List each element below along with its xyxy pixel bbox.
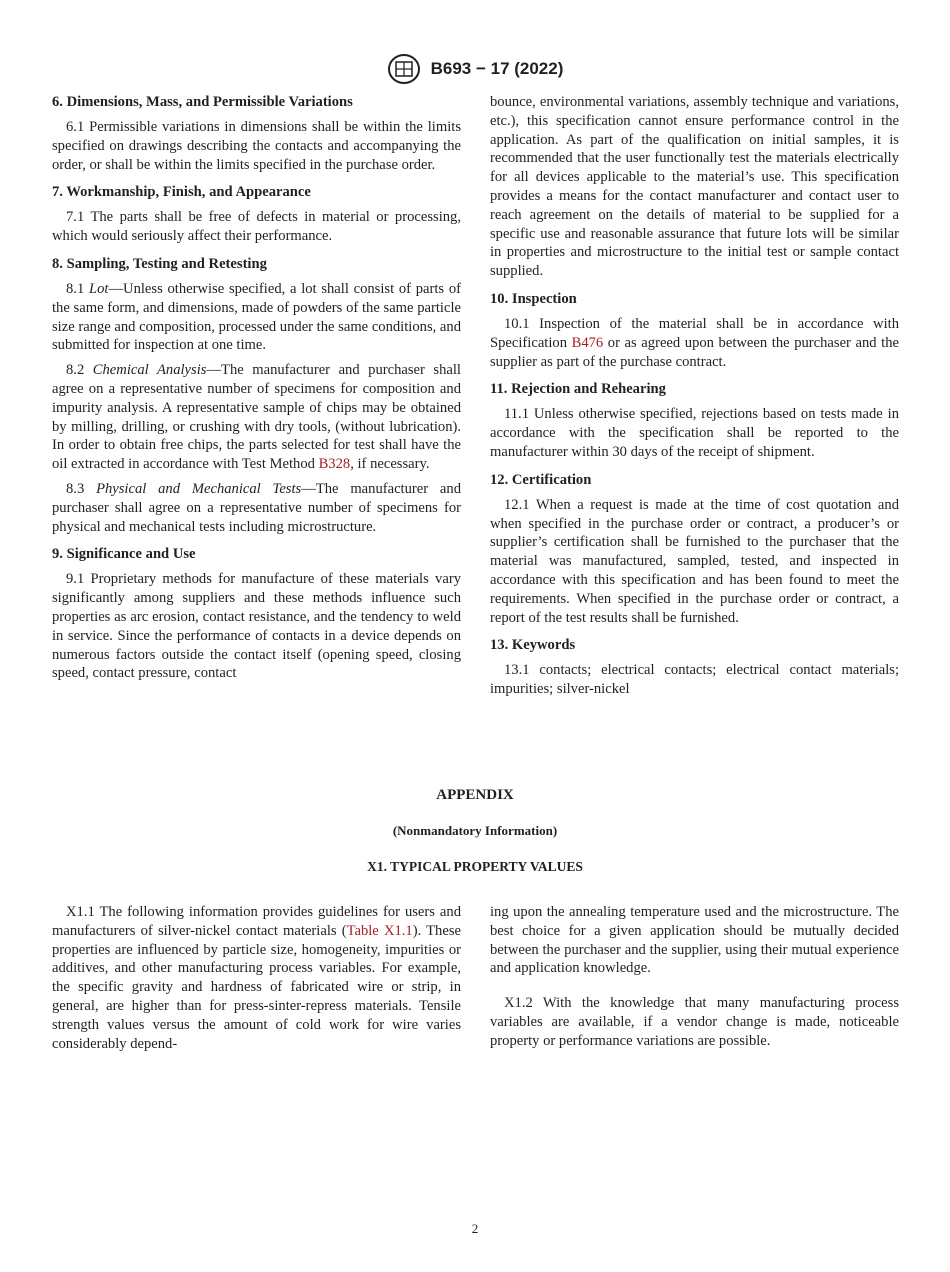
paragraph-6-1: 6.1 Permissible variations in dimensions shall be within the limits specified on drawings describing the contacts and accompanying the order, or shall be within the limits specified in the purchase order. [52,119,461,173]
section-9-continued [490,93,899,281]
section-8 [52,255,461,536]
clause-text-rest: ). These properties are influenced by particle size, homogeneity, impurities or additives, and other manufacturing process variables. For example, the specific gravity and hardness of fabricated wire or strip, in general, are higher than for press-sinter-repress materials. Tensile strength values versus the amount of cold work for wire varies considerably depend- [52,922,461,1052]
link-b476[interactable]: B476 [571,334,604,351]
section-heading: 6. Dimensions, Mass, and Permissible Variations [52,94,353,110]
clause-text: 10.1 Inspection of the material shall be in accordance with Specification [490,315,899,351]
appendix-left-column [52,903,461,1059]
link-table-x1-1[interactable]: Table X1.1 [346,922,413,939]
section-6 [52,93,461,174]
paragraph-8-2 [52,361,461,474]
link-b328[interactable]: B328 [318,456,351,473]
clause-text: —The manufacturer and purchaser shall agree on a representative number of specimens for composition and impurity analysis. A representative sample of chips may be obtained by milling, drilling, or crushing with dry tools, (without lubrication). In order to obtain free chips, the parts selected for test shall have the oil extracted in accordance with Test Method [52,362,461,473]
section-7 [52,183,461,246]
section-heading: 10. Inspection [490,290,577,307]
clause-text-end: , if necessary. [350,456,430,473]
paragraph-x1-1 [52,903,461,1053]
clause-term: Chemical Analysis [92,362,207,379]
paragraph-9-1-continued: bounce, environmental variations, assembly technique and variations, etc.), this specification cannot ensure performance control in the application. As part of the qualification on initial samples, it is recommended that the user functionally test the materials electrically for all devices applicable to the material’s use. This specification provides a means for the contact manufacturer and contact user to reach agreement on the details of material to be supplied for a specific use and reasonable assurance that future lots will be similar in properties and microstructure to the initial test or sample contact supplied. [490,94,899,280]
section-heading: 8. Sampling, Testing and Retesting [52,255,267,272]
page-number: 2 [471,1221,479,1236]
section-heading: 11. Rejection and Rehearing [490,381,666,398]
appendix-title: APPENDIX [436,787,514,803]
clause-term: Lot [88,280,109,297]
paragraph-13-1: 13.1 contacts; electrical contacts; electrical contact materials; impurities; silver-nickel [490,662,899,698]
appendix-section-title: X1. TYPICAL PROPERTY VALUES [367,859,583,874]
left-column [52,93,461,692]
section-heading: 13. Keywords [490,637,576,654]
document-designation: B693 − 17 (2022) [430,59,564,78]
section-heading: 12. Certification [490,471,592,488]
clause-number: 8.1 [66,280,89,297]
clause-number: 8.3 [66,480,97,497]
appendix-right-column [490,903,899,1057]
paragraph-8-3 [52,480,461,536]
paragraph-8-1 [52,280,461,355]
section-11 [490,380,899,461]
section-9 [52,545,461,683]
clause-number: 8.2 [66,362,93,379]
page-header [0,54,950,84]
paragraph-10-1 [490,315,899,371]
paragraph-9-1: 9.1 Proprietary methods for manufacture of these materials vary significantly among suppliers and these methods influence such properties as arc erosion, contact resistance, and the tendency to weld in service. Since the performance of contacts in a device depends on numerous factors outside the contact itself (opening speed, closing speed, contact pressure, contact [52,571,461,682]
clause-text: X1.1 The following information provides guidelines for users and manufacturers of silver-nickel contact materials ( [52,904,461,939]
section-heading: 9. Significance and Use [52,546,196,563]
section-13 [490,636,899,699]
paragraph-12-1: 12.1 When a request is made at the time of cost quotation and when specified in the purchase order or contract, a producer’s or supplier’s certification shall be furnished to the purchaser that the material was manufactured, sampled, tested, and inspected in accordance with this specification and has been found to meet the requirements. When specified in the purchase order or contract, a report of the test results shall be furnished. [490,496,899,626]
clause-term: Physical and Mechanical Tests [96,480,302,497]
paragraph-x1-1-continued: ing upon the annealing temperature used and the microstructure. The best choice for a given application should be mutually decided between the purchaser and the supplier, using their mutual experience and application knowledge. [490,904,899,977]
clause-text: —The manufacturer and purchaser shall agree on a representative number of specimens for physical and mechanical tests including microstructure. [52,480,461,535]
paragraph-11-1: 11.1 Unless otherwise specified, rejections based on tests made in accordance with the specification shall be reported to the manufacturer within 30 days of the receipt of shipment. [490,406,899,460]
clause-text-end: or as agreed upon between the purchaser and the supplier as part of the purchase contract. [490,334,899,370]
astm-logo-icon [387,54,421,84]
paragraph-7-1: 7.1 The parts shall be free of defects in material or processing, which would seriously affect their performance. [52,209,461,245]
paragraph-x1-2: X1.2 With the knowledge that many manufacturing process variables are available, if a vendor change is made, noticeable property or performance variations are possible. [490,995,899,1049]
section-10 [490,290,899,371]
section-12 [490,471,899,628]
section-heading: 7. Workmanship, Finish, and Appearance [52,184,311,201]
right-column [490,93,899,708]
appendix-subtitle: (Nonmandatory Information) [392,823,558,838]
clause-text: —Unless otherwise specified, a lot shall consist of parts of the same form, and dimensions, made of powders of the same particle size range and composition, processed under the same conditions, and submitted for inspection at one time. [52,280,461,354]
